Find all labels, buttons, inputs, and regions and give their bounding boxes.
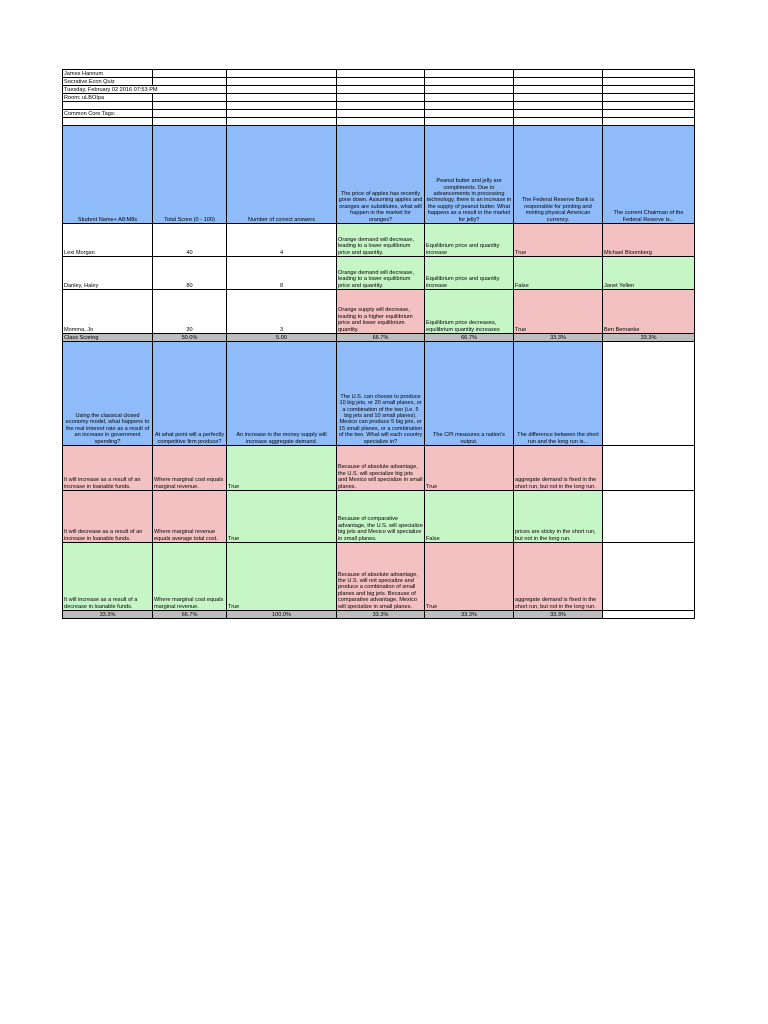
room-cell: Room: uLBOIpa — [63, 94, 153, 102]
total-score: 80 — [153, 257, 227, 290]
scoring-value: 33.3% — [514, 611, 603, 619]
question-header: The Federal Reserve Bank is responsible for printing and minting physical American currency. — [514, 126, 603, 224]
answer-cell: Where marginal revenue equals average total cost. — [153, 491, 227, 543]
answer-cell: Orange demand will decrease, leading to a lower equilibrium price and quantity. — [337, 224, 425, 257]
question-header: The price of apples has recently gone down. Assuming apples and oranges are substitutes, what will happen in the market for oranges? — [337, 126, 425, 224]
answer-cell: False — [514, 257, 603, 290]
student-name: Momma, Jo — [63, 290, 153, 334]
question-header: Using the classical closed economy model, what happens to the real interest rate as a result of an increase in government spending? — [63, 342, 153, 446]
tags-cell: Common Core Tags: — [63, 110, 153, 118]
answer-cell: Because of comparative advantage, the U.S. will specialize big jets and Mexico will specialize in small planes. — [337, 491, 425, 543]
answer-cell: Because of absolute advantage, the U.S. will specialize big jets and Mexico will specialize in small planes. — [337, 446, 425, 491]
answer-cell: Orange demand will decrease, leading to a lower equilibrium price and quantity. — [337, 257, 425, 290]
student-name: Danley, Haley — [63, 257, 153, 290]
question-header: An increase in the money supply will increase aggregate demand. — [227, 342, 337, 446]
class-scoring-row — [63, 611, 695, 619]
scoring-value: 33.3% — [514, 334, 603, 342]
answer-cell: prices are sticky in the short run, but not in the long run. — [514, 491, 603, 543]
class-scoring-row — [63, 334, 695, 342]
answer-cell: aggregate demand is fixed in the short run, but not in the long run. — [514, 446, 603, 491]
answer-cell: True — [227, 446, 337, 491]
answer-cell: False — [425, 491, 514, 543]
answer-cell: It will increase as a result of a decrease in loanable funds. — [63, 543, 153, 611]
answer-cell: True — [425, 446, 514, 491]
question-header-row — [63, 342, 695, 446]
quiz-report-table — [62, 69, 695, 619]
question-header: The U.S. can choose to produce 10 big jets, or 20 small planes, or a combination of the two (i.e. 5 big jets and 10 small planes). Mexico can produce 5 big jets, or 15 small planes, or a combination of the two. What will each country specialize in? — [337, 342, 425, 446]
total-score: 30 — [153, 290, 227, 334]
empty-cell — [603, 611, 695, 619]
table-row — [63, 446, 695, 491]
answer-cell: Equilibrium price and quantity increase — [425, 224, 514, 257]
table-row — [63, 491, 695, 543]
scoring-value: 5.00 — [227, 334, 337, 342]
answer-cell: It will increase as a result of an increase in loanable funds. — [63, 446, 153, 491]
scoring-value: 33.3% — [425, 611, 514, 619]
quiz-title-cell: Socrative Econ Quiz — [63, 78, 153, 86]
question-header: Peanut butter and jelly are compliments. Due to advancements in processing technology, there is an increase in the supply of peanut butter. What happens as a result in the market for jelly? — [425, 126, 514, 224]
scoring-value: 66.7% — [337, 334, 425, 342]
scoring-value: 33.3% — [63, 611, 153, 619]
scoring-label: Class Scoring — [63, 334, 153, 342]
scoring-value: 33.3% — [603, 334, 695, 342]
scoring-value: 66.7% — [425, 334, 514, 342]
scoring-value: 66.7% — [153, 611, 227, 619]
header-row — [63, 70, 695, 78]
correct-count: 4 — [227, 224, 337, 257]
empty-cell — [603, 543, 695, 611]
datetime-cell: Tuesday, February 02 2016 07:53 PM — [63, 86, 227, 94]
answer-cell: aggregate demand is fixed in the short run, but not in the long run. — [514, 543, 603, 611]
empty-cell — [603, 342, 695, 446]
column-header: Number of correct answers — [227, 126, 337, 224]
header-row — [63, 86, 695, 94]
table-row — [63, 290, 695, 334]
header-row — [63, 118, 695, 126]
answer-cell: Where marginal cost equals marginal revenue. — [153, 543, 227, 611]
table-row — [63, 224, 695, 257]
empty-cell — [603, 446, 695, 491]
question-header-row — [63, 126, 695, 224]
table-row — [63, 257, 695, 290]
correct-count: 3 — [227, 290, 337, 334]
question-header: The current Chairman of the Federal Reserve is... — [603, 126, 695, 224]
answer-cell: True — [514, 290, 603, 334]
question-header: At what point will a perfectly competitive firm produce? — [153, 342, 227, 446]
header-row — [63, 110, 695, 118]
header-row — [63, 102, 695, 110]
total-score: 40 — [153, 224, 227, 257]
question-header: The difference between the short run and the long run is... — [514, 342, 603, 446]
column-header: Total Score (0 - 100) — [153, 126, 227, 224]
empty-cell — [603, 491, 695, 543]
answer-cell: Michael Bloomberg — [603, 224, 695, 257]
correct-count: 8 — [227, 257, 337, 290]
answer-cell: Equilibrium price decreases, equilibrium quantity increases — [425, 290, 514, 334]
table-row — [63, 543, 695, 611]
column-header: Student Name+ A8:M8s — [63, 126, 153, 224]
answer-cell: It will decrease as a result of an increase in loanable funds. — [63, 491, 153, 543]
answer-cell: True — [227, 491, 337, 543]
scoring-value: 50.0% — [153, 334, 227, 342]
question-header: The CPI measures a nation's output. — [425, 342, 514, 446]
answer-cell: Equilibrium price and quantity increase — [425, 257, 514, 290]
answer-cell: Ben Bernanke — [603, 290, 695, 334]
header-row — [63, 94, 695, 102]
student-name-cell: James Hannum — [63, 70, 153, 78]
scoring-value: 100.0% — [227, 611, 337, 619]
answer-cell: Where marginal cost equals marginal revenue. — [153, 446, 227, 491]
student-name: Lexi Morgan — [63, 224, 153, 257]
answer-cell: True — [227, 543, 337, 611]
header-row — [63, 78, 695, 86]
answer-cell: True — [425, 543, 514, 611]
scoring-value: 33.3% — [337, 611, 425, 619]
answer-cell: Janet Yellen — [603, 257, 695, 290]
answer-cell: Because of absolute advantage, the U.S. will not specialize and produce a combination of small planes and big jets. Because of comparative advantage, Mexico will specialize in small planes. — [337, 543, 425, 611]
answer-cell: Orange supply will decrease, leading to a higher equilibrium price and lower equilibrium quantity. — [337, 290, 425, 334]
answer-cell: True — [514, 224, 603, 257]
